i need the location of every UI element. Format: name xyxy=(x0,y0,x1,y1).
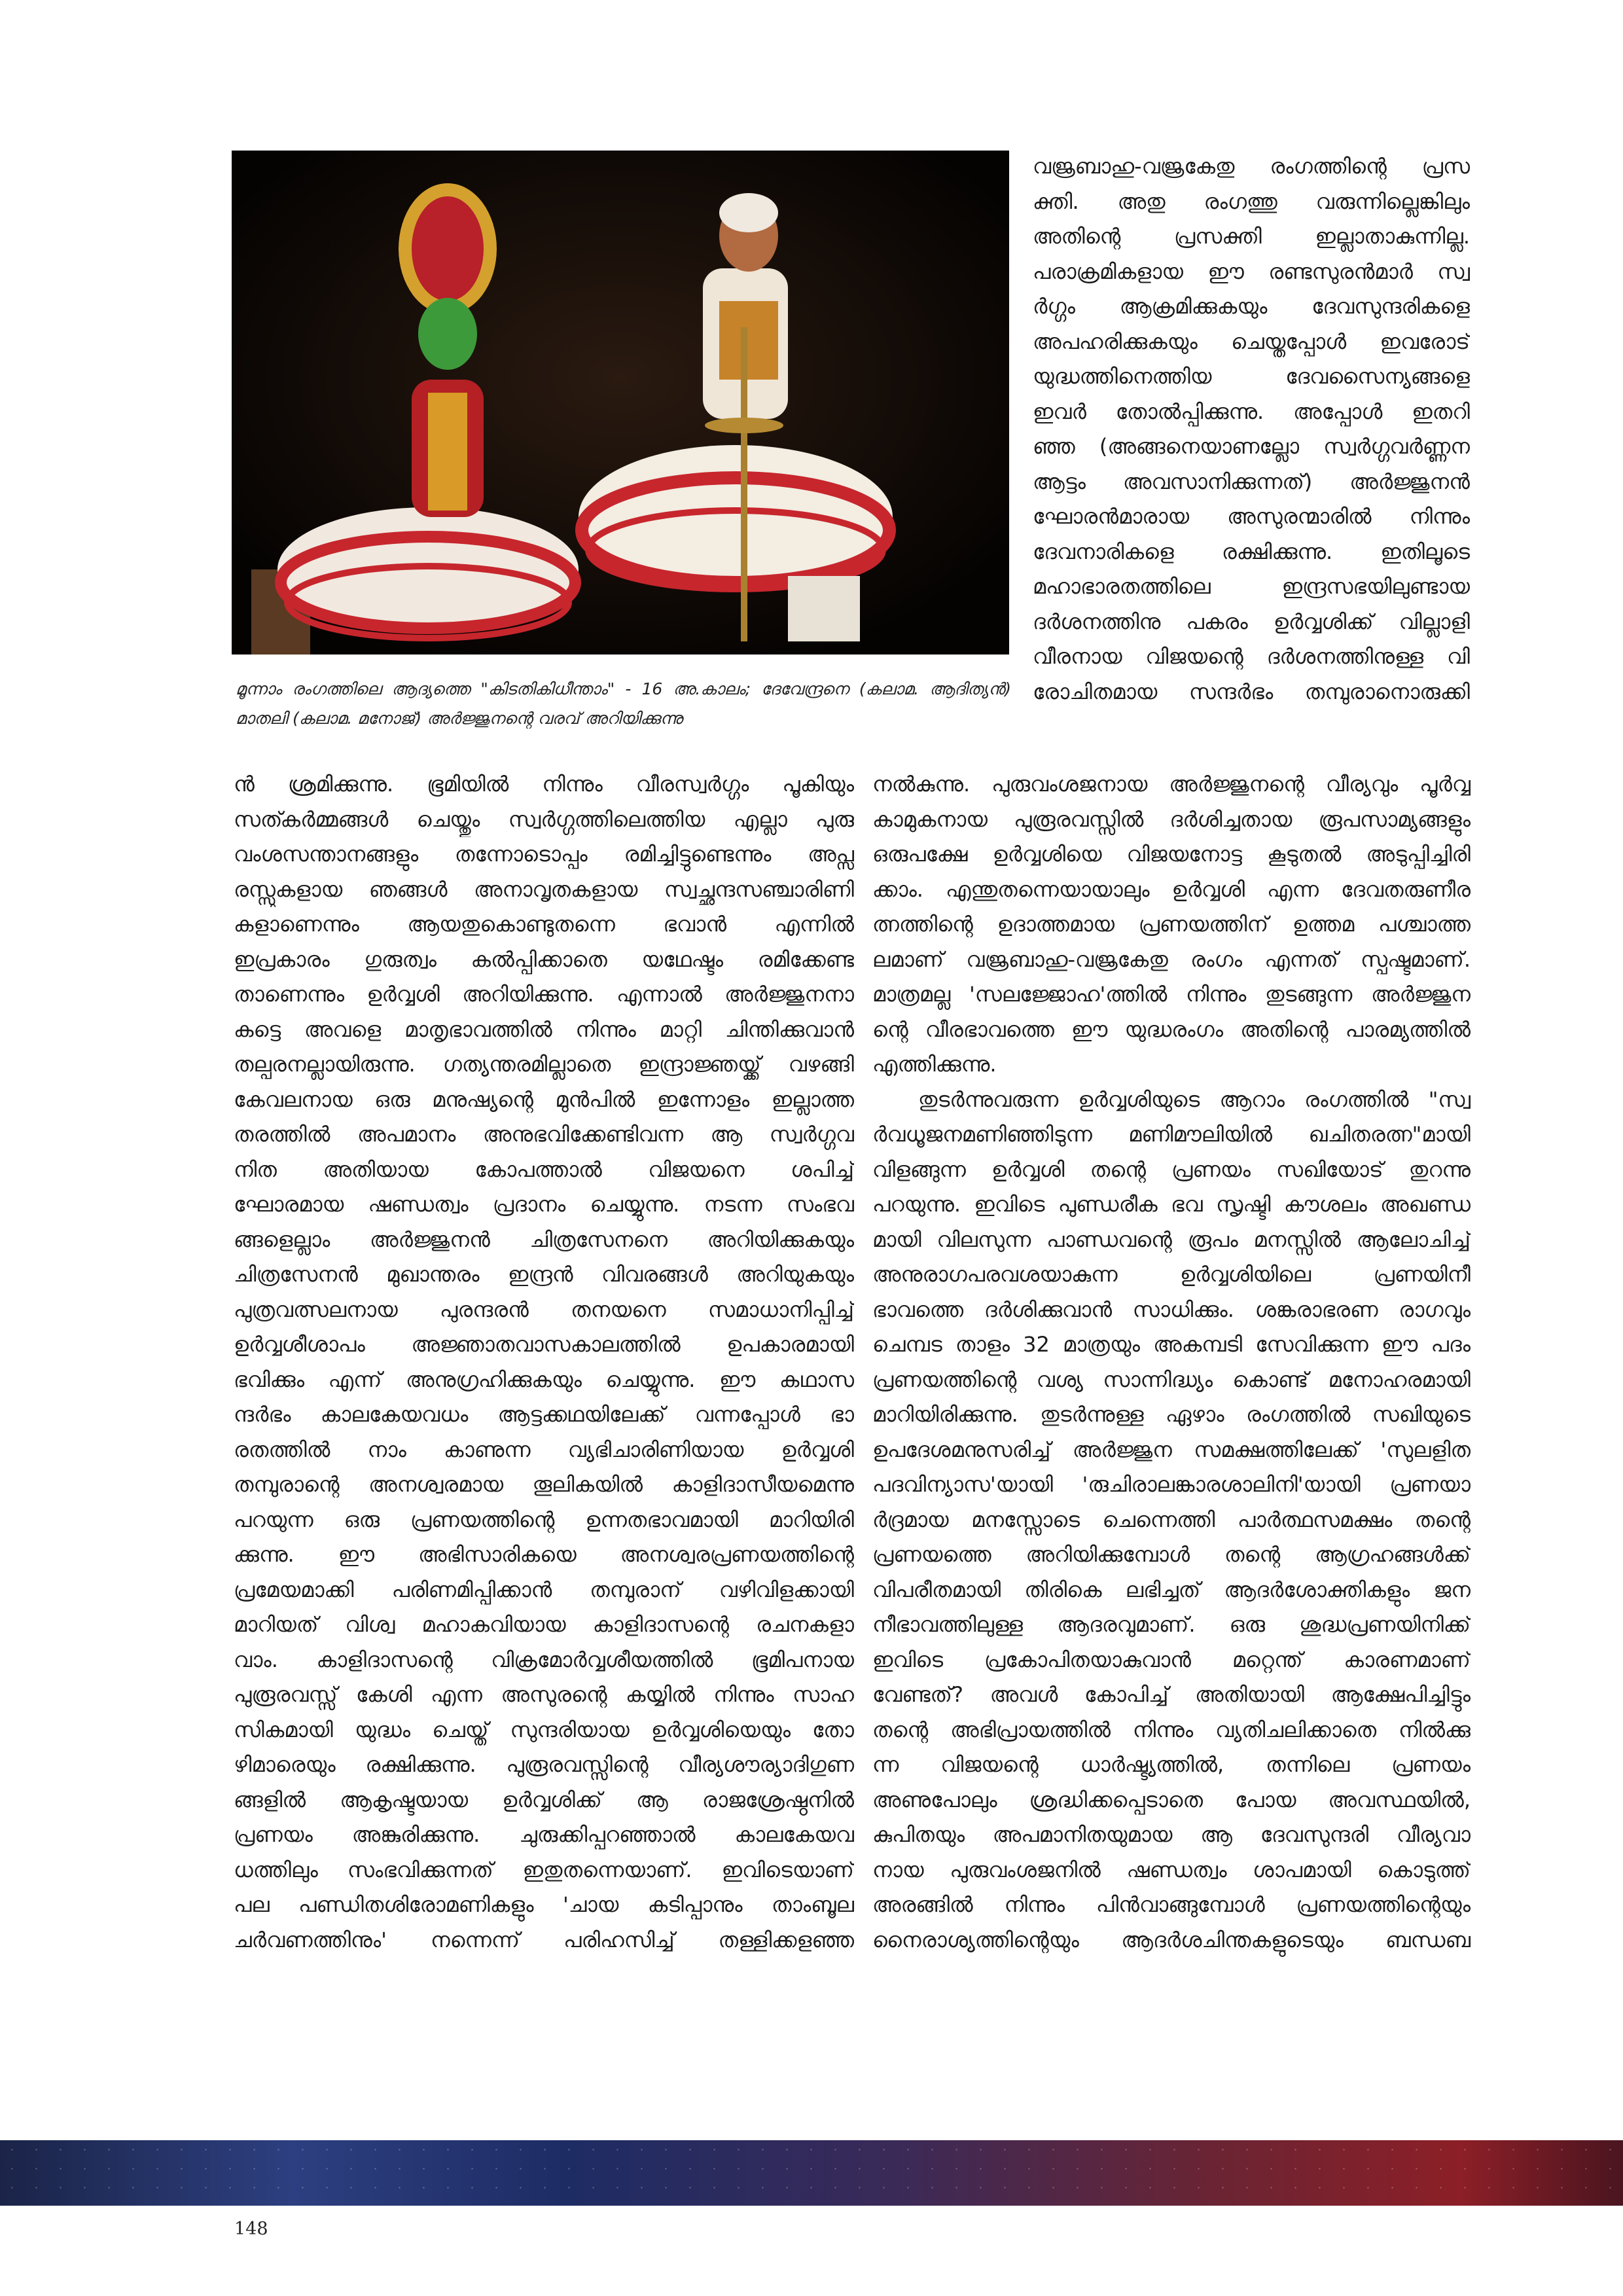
text-line: പുരൂരവസ്സ് കേശി എന്ന അസുരന്റെ കയ്യിൽ നിന്നും സാഹ xyxy=(234,1682,854,1707)
text-line: മായി വിലസുന്ന പാണ്ഡവന്റെ രൂപം മനസ്സിൽ ആലോചിച്ച് xyxy=(872,1227,1471,1252)
text-line: വജ്രബാഹു-വജ്രകേതു രംഗത്തിന്റെ പ്രസ xyxy=(1033,154,1470,179)
text-line: ത്നത്തിന്റെ ഉദാത്തമായ പ്രണയത്തിന് ഉത്തമ പശ്ചാത്ത xyxy=(872,912,1471,937)
text-line: തുടർന്നുവരുന്ന ഉർവ്വശിയുടെ ആറാം രംഗത്തിൽ "സ്വ xyxy=(918,1086,1471,1112)
photo-caption: മൂന്നാം രംഗത്തിലെ ആദ്യത്തെ "കിടതികിധീന്താം" - 16 അ.കാലം; ദേവേന്ദ്രനെ (കലാമ. ആദിത്യൻ) മാതലി (കലാമ. മനോജ്) അർജ്ജുനന്റെ വരവ് അറിയിക്കുന്നു xyxy=(236,679,1011,728)
kathakali-photo xyxy=(232,151,1009,655)
text-line: സത്കർമ്മങ്ങൾ ചെയ്തും സ്വർഗ്ഗത്തിലെത്തിയ എല്ലാ പുരു xyxy=(234,806,854,832)
text-line: രസ്സുകളായ ഞങ്ങൾ അനാവൃതകളായ സ്വച്ഛന്ദസഞ്ചാരിണി xyxy=(234,876,854,902)
text-line: പറയുന്ന ഒരു പ്രണയത്തിന്റെ ഉന്നതഭാവമായി മാറിയിരി xyxy=(234,1507,854,1532)
text-line: പുത്രവത്സലനായ പുരന്ദരൻ തനയനെ സമാധാനിപ്പിച്ച് xyxy=(234,1297,854,1322)
text-line: നൽകുന്നു. പുരുവംശജനായ അർജ്ജുനന്റെ വീര്യവും പൂർവ്വ xyxy=(872,772,1471,797)
paragraph-2 xyxy=(872,1083,1471,1958)
text-line: തന്റെ അഭിപ്രായത്തിൽ നിന്നും വ്യതിചലിക്കാതെ നിൽക്കു xyxy=(872,1717,1471,1742)
text-line: തമ്പുരാന്റെ അനശ്വരമായ തൂലികയിൽ കാളിദാസീയമെന്നു xyxy=(234,1472,854,1497)
text-line: പ്രണയത്തിന്റെ വശ്യ സാന്നിദ്ധ്യം കൊണ്ട് മനോഹരമായി xyxy=(872,1367,1471,1392)
text-line: തല്പരനല്ലായിരുന്നു. ഗത്യന്തരമില്ലാതെ ഇന്ദ്രാജ്ഞയ്ക്ക് വഴങ്ങി xyxy=(234,1052,854,1077)
text-line: പരാക്രമികളായ ഈ രണ്ടസുരൻമാർ സ്വ xyxy=(1033,259,1470,284)
text-line: മാത്രമല്ല 'സലജ്ജോഹ'ത്തിൽ നിന്നും തുടങ്ങുന്ന അർജ്ജുന xyxy=(872,982,1471,1007)
text-line: ഭവിക്കും എന്ന് അനുഗ്രഹിക്കുകയും ചെയ്യുന്നു. ഈ കഥാസ xyxy=(234,1367,854,1392)
text-line: ലമാണ് വജ്രബാഹു-വജ്രകേതു രംഗം എന്നത് സ്പഷ്ടമാണ്. xyxy=(872,946,1471,972)
kathakali-performance-image xyxy=(232,151,1009,655)
text-line: വീരനായ വിജയന്റെ ദർശനത്തിനുള്ള വി xyxy=(1033,644,1470,669)
right-column xyxy=(872,767,1471,1958)
text-line: ങ്ങളെല്ലാം അർജ്ജുനൻ ചിത്രസേനനെ അറിയിക്കുകയും xyxy=(234,1227,854,1252)
text-line: താണെന്നും ഉർവ്വശി അറിയിക്കുന്നു. എന്നാൽ അർജ്ജുനനാ xyxy=(234,982,854,1007)
text-line: ഒരുപക്ഷേ ഉർവ്വശിയെ വിജയനോട്ട കൂടുതൽ അടുപ്പിച്ചിരി xyxy=(872,842,1471,867)
text-line: ർവധൂജനമണിഞ്ഞിടുന്ന മണിമൗലിയിൽ ഖചിതരത്ന"മായി xyxy=(872,1122,1471,1147)
text-line: രതത്തിൽ നാം കാണുന്ന വ്യഭിചാരിണിയായ ഉർവ്വശി xyxy=(234,1437,854,1462)
text-line: വിപരീതമായി തിരികെ ലഭിച്ചത് ആദർശോക്തികളും ജന xyxy=(872,1577,1471,1602)
text-line: പ്രമേയമാക്കി പരിണമിപ്പിക്കാൻ തമ്പുരാന് വഴിവിളക്കായി xyxy=(234,1577,854,1602)
text-line: പ്രണയത്തെ അറിയിക്കുമ്പോൾ തന്റെ ആഗ്രഹങ്ങൾക്ക് xyxy=(872,1542,1471,1567)
text-line: ഞ്ഞ (അങ്ങനെയാണല്ലോ സ്വർഗ്ഗവർണ്ണന xyxy=(1033,434,1470,459)
text-line: അണുപോലും ശ്രദ്ധിക്കപ്പെടാതെ പോയ അവസ്ഥയിൽ, xyxy=(872,1787,1471,1812)
text-line: എത്തിക്കുന്നു. xyxy=(872,1052,997,1077)
text-line: വംശസന്താനങ്ങളും തന്നോടൊപ്പം രമിച്ചിട്ടുണ്ടെന്നും അപ്സ xyxy=(234,842,854,867)
text-line: ഘോരൻമാരായ അസുരന്മാരിൽ നിന്നും xyxy=(1033,504,1470,529)
text-line: അരങ്ങിൽ നിന്നും പിൻവാങ്ങുമ്പോൾ പ്രണയത്തിന്റെയും xyxy=(872,1892,1471,1917)
text-line: ദർശനത്തിനു പകരം ഉർവ്വശിക്ക് വില്ലാളി xyxy=(1033,609,1470,634)
text-line: വിളങ്ങുന്ന ഉർവ്വശി തന്റെ പ്രണയം സഖിയോട് തുറന്നു xyxy=(872,1157,1471,1182)
text-line: ർഗ്ഗം ആക്രമിക്കുകയും ദേവസുന്ദരികളെ xyxy=(1033,294,1470,319)
text-line: ന്റെ വീരഭാവത്തെ ഈ യുദ്ധരംഗം അതിന്റെ പാരമ്യത്തിൽ xyxy=(872,1016,1471,1042)
footer-banner xyxy=(0,2140,1623,2206)
text-line: നൈരാശ്യത്തിന്റെയും ആദർശചിന്തകളുടെയും ബന്ധബ xyxy=(872,1927,1471,1952)
text-line: കാമുകനായ പുരൂരവസ്സിൽ ദർശിച്ചതായ രൂപസാമ്യങ്ങളും xyxy=(872,806,1471,832)
text-line: തരത്തിൽ അപമാനം അനുഭവിക്കേണ്ടിവന്ന ആ സ്വർഗ്ഗവ xyxy=(234,1122,854,1147)
text-line: നീഭാവത്തിലുള്ള ആദരവുമാണ്. ഒരു ശുദ്ധപ്രണയിനിക്ക് xyxy=(872,1612,1471,1637)
text-line: പല പണ്ഡിതശിരോമണികളും 'ചായ കടിപ്പാനും താംബൂല xyxy=(234,1892,854,1917)
text-line: ചിത്രസേനൻ മുഖാന്തരം ഇന്ദ്രൻ വിവരങ്ങൾ അറിയുകയും xyxy=(234,1262,854,1287)
text-line: ഘോരമായ ഷണ്ഡത്വം പ്രദാനം ചെയ്യുന്നു. നടന്ന സംഭവ xyxy=(234,1192,854,1217)
text-line: മാറിയിരിക്കുന്നു. തുടർന്നുള്ള ഏഴാം രംഗത്തിൽ സഖിയുടെ xyxy=(872,1402,1471,1427)
text-line: അപഹരിക്കുകയും ചെയ്തപ്പോൾ ഇവരോട് xyxy=(1033,329,1470,354)
text-line: ന്ന വിജയന്റെ ധാർഷ്ട്യത്തിൽ, തന്നിലെ പ്രണയം xyxy=(872,1752,1471,1777)
text-line: ങ്ങളിൽ ആകൃഷ്ടയായ ഉർവ്വശിക്ക് ആ രാജശ്രേഷ്ഠനിൽ xyxy=(234,1787,854,1812)
text-line: മഹാഭാരതത്തിലെ ഇന്ദ്രസഭയിലുണ്ടായ xyxy=(1033,574,1470,599)
right-top-column xyxy=(1033,149,1470,709)
text-line: പ്രണയം അങ്കുരിക്കുന്നു. ചുരുക്കിപ്പറഞ്ഞാൽ കാലകേയവ xyxy=(234,1822,854,1847)
text-line: പറയുന്നു. ഇവിടെ പുണ്ഡരീക ഭവ സൃഷ്ടി കൗശലം അഖണ്ഡ xyxy=(872,1192,1471,1217)
text-line: ചെമ്പട താളം 32 മാത്രയും അകമ്പടി സേവിക്കുന്ന ഈ പദം xyxy=(872,1332,1471,1357)
text-line: ഇവർ തോൽപ്പിക്കുന്നു. അപ്പോൾ ഇതറി xyxy=(1033,399,1470,424)
text-line: ധത്തിലും സംഭവിക്കുന്നത് ഇതുതന്നെയാണ്. ഇവിടെയാണ് xyxy=(234,1857,854,1882)
text-line: അനുരാഗപരവശയാകുന്ന ഉർവ്വശിയിലെ പ്രണയിനീ xyxy=(872,1262,1471,1287)
text-line: കുപിതയും അപമാനിതയുമായ ആ ദേവസുന്ദരി വീര്യവാ xyxy=(872,1822,1471,1847)
text-line: ക്കുന്നു. ഈ അഭിസാരികയെ അനശ്വരപ്രണയത്തിന്റെ xyxy=(234,1542,854,1567)
text-line: ദേവനാരികളെ രക്ഷിക്കുന്നു. ഇതിലൂടെ xyxy=(1033,539,1470,564)
text-line: അതിന്റെ പ്രസക്തി ഇല്ലാതാകുന്നില്ല. xyxy=(1033,224,1470,249)
text-line: ൻ ശ്രമിക്കുന്നു. ഭൂമിയിൽ നിന്നും വീരസ്വർഗ്ഗം പൂകിയും xyxy=(234,772,854,797)
page-number: 148 xyxy=(234,2219,268,2239)
text-line: ന്ദർഭം കാലകേയവധം ആട്ടക്കഥയിലേക്ക് വന്നപ്പോൾ ഭാ xyxy=(234,1402,854,1427)
paragraph-1 xyxy=(872,767,1471,1083)
text-line: ക്തി. അതു രംഗത്തു വരുന്നില്ലെങ്കിലും xyxy=(1033,188,1470,214)
text-line: ഉർവ്വശീശാപം അജ്ഞാതവാസകാലത്തിൽ ഉപകാരമായി xyxy=(234,1332,854,1357)
text-line: യുദ്ധത്തിനെത്തിയ ദേവസൈന്യങ്ങളെ xyxy=(1033,364,1470,389)
text-line: രോചിതമായ സന്ദർഭം തമ്പുരാനൊരുക്കി xyxy=(1033,679,1470,704)
text-line: ഴിമാരെയും രക്ഷിക്കുന്നു. പുരൂരവസ്സിന്റെ വീര്യശൗര്യാദിഗുണ xyxy=(234,1752,854,1777)
text-line: ഉപദേശമനുസരിച്ച് അർജ്ജുന സമക്ഷത്തിലേക്ക് 'സുലളിത xyxy=(872,1437,1471,1462)
text-line: ഇവിടെ പ്രകോപിതയാകുവാൻ മറ്റെന്ത് കാരണമാണ് xyxy=(872,1647,1471,1672)
text-line: നിത അതിയായ കോപത്താൽ വിജയനെ ശപിച്ച് xyxy=(234,1157,854,1182)
text-line: മാറിയത് വിശ്വ മഹാകവിയായ കാളിദാസന്റെ രചനകളാ xyxy=(234,1612,854,1637)
text-line: പദവിന്യാസ'യായി 'രുചിരാലങ്കാരശാലിനി'യായി പ്രണയാ xyxy=(872,1472,1471,1497)
text-line: കേവലനായ ഒരു മനുഷ്യന്റെ മുൻപിൽ ഇന്നോളം ഇല്ലാത്ത xyxy=(234,1086,854,1112)
text-line: ഭാവത്തെ ദർശിക്കുവാൻ സാധിക്കും. ശങ്കരാഭരണ രാഗവും xyxy=(872,1297,1471,1322)
left-column xyxy=(234,767,854,1958)
text-line: ക്കാം. എന്തുതന്നെയായാലും ഉർവ്വശി എന്ന ദേവതരുണീര xyxy=(872,876,1471,902)
text-line: ചർവണത്തിനും' നന്നെന്ന് പരിഹസിച്ച് തള്ളിക്കളഞ്ഞ xyxy=(234,1927,854,1952)
text-line: ർദ്രമായ മനസ്സോടെ ചെന്നെത്തി പാർത്ഥസമക്ഷം തന്റെ xyxy=(872,1507,1471,1532)
text-line: വേണ്ടത്? അവൾ കോപിച്ച് അതിയായി ആക്ഷേപിച്ചിട്ടും xyxy=(872,1682,1471,1707)
text-line: വാം. കാളിദാസന്റെ വിക്രമോർവ്വശീയത്തിൽ ഭൂമിപനായ xyxy=(234,1647,854,1672)
text-line: നായ പുരുവംശജനിൽ ഷണ്ഡത്വം ശാപമായി കൊടുത്ത് xyxy=(872,1857,1471,1882)
text-line: കട്ടെ അവളെ മാതൃഭാവത്തിൽ നിന്നും മാറ്റി ചിന്തിക്കുവാൻ xyxy=(234,1016,854,1042)
text-line: കളാണെന്നും ആയതുകൊണ്ടുതന്നെ ഭവാൻ എന്നിൽ xyxy=(234,912,854,937)
text-line: ഇപ്രകാരം ഗുരുത്വം കൽപ്പിക്കാതെ യഥേഷ്ടം രമിക്കേണ്ട xyxy=(234,946,854,972)
text-line: സികമായി യുദ്ധം ചെയ്ത് സുന്ദരിയായ ഉർവ്വശിയെയും തോ xyxy=(234,1717,854,1742)
text-line: ആട്ടം അവസാനിക്കുന്നത്) അർജ്ജുനൻ xyxy=(1033,469,1470,494)
